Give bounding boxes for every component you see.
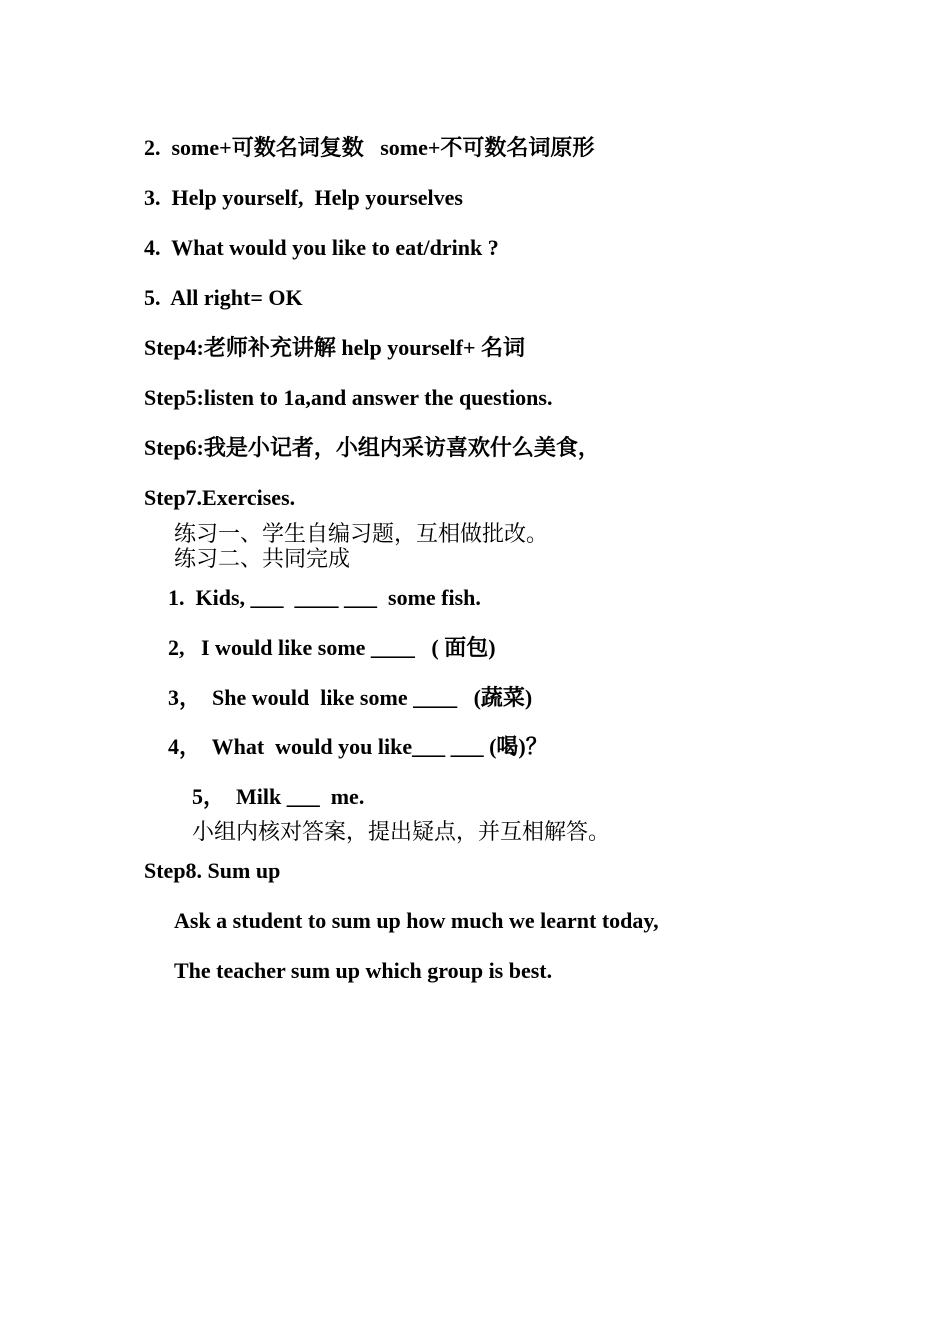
note-help-yourself: 3. Help yourself, Help yourselves: [144, 185, 463, 210]
exercise-item-2: 2, I would like some ____ ( 面包): [168, 635, 496, 660]
step6-line: Step6:我是小记者，小组内采访喜欢什么美食，: [144, 435, 600, 460]
step7-heading: Step7.Exercises.: [144, 485, 296, 510]
group-check-line: 小组内核对答案，提出疑点，并互相解答。: [192, 820, 611, 845]
exercise-one-line: 练习一、学生自编习题，互相做批改。: [174, 522, 549, 547]
note-some-plural-uncountable: 2. some+可数名词复数 some+不可数名词原形: [144, 135, 595, 160]
step5-line: Step5:listen to 1a,and answer the questions.: [144, 385, 553, 410]
exercise-item-5: 5， Milk ___ me.: [192, 784, 365, 809]
note-all-right: 5. All right= OK: [144, 285, 303, 310]
note-what-would-you-like: 4. What would you like to eat/drink ?: [144, 235, 499, 260]
step8-heading: Step8. Sum up: [144, 858, 281, 883]
exercise-item-3: 3， She would like some ____ (蔬菜): [168, 685, 533, 710]
sum-up-teacher-line: The teacher sum up which group is best.: [174, 958, 553, 983]
exercise-item-4: 4， What would you like___ ___ (喝)？: [168, 734, 548, 759]
exercise-two-line: 练习二、共同完成: [174, 547, 351, 572]
step4-line: Step4:老师补充讲解 help yourself+ 名词: [144, 335, 526, 360]
sum-up-student-line: Ask a student to sum up how much we learnt today,: [174, 908, 659, 933]
exercise-item-1: 1. Kids, ___ ____ ___ some fish.: [168, 585, 481, 610]
